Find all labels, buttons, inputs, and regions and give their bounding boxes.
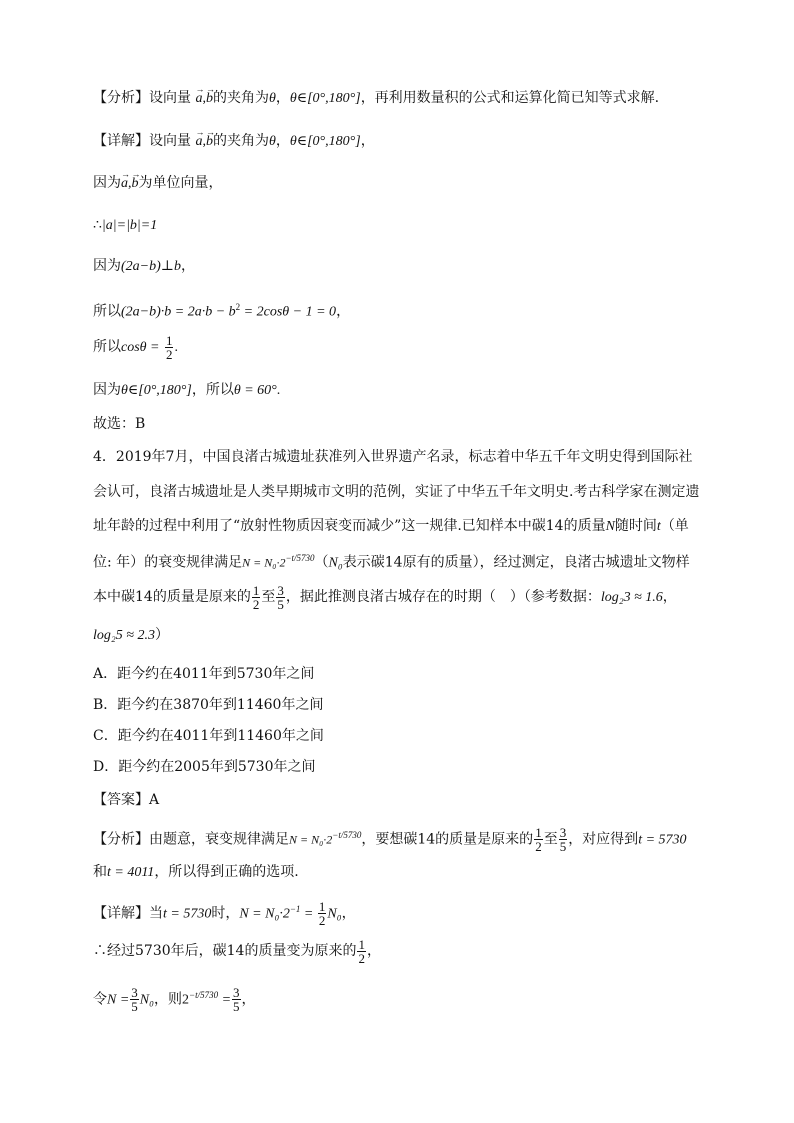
analysis-text: ，对应得到 bbox=[568, 831, 639, 848]
option-label: A．距今约在4011年到5730年之间 bbox=[93, 666, 315, 682]
comma: ， bbox=[366, 943, 381, 959]
theta-range: θ∈[0°,180°] bbox=[121, 383, 192, 398]
question-text: 至 bbox=[261, 589, 276, 605]
theta-range: θ∈[0°,180°] bbox=[289, 91, 361, 106]
decay-exponent: −t/5730 bbox=[285, 553, 315, 563]
fraction-one-half: $\frac{1}{2}$ bbox=[165, 332, 173, 362]
dot-tail: = 2cosθ − 1 = 0 bbox=[240, 304, 337, 320]
detail-text: 时， bbox=[211, 905, 240, 922]
answer-value: A bbox=[149, 792, 160, 808]
analysis-1-line: 【分析】设向量 → a,→ b的夹角为θ，θ∈[0°,180°]，再利用数量积的公式和运算化简已知等式求解. bbox=[93, 88, 659, 109]
because-text: 因为 bbox=[93, 175, 121, 191]
so-text: 所以 bbox=[93, 339, 121, 355]
analysis-text-b: 的夹角为 bbox=[212, 90, 269, 106]
question-text: ， bbox=[662, 589, 677, 605]
choice-line bbox=[93, 414, 145, 434]
detail-2-line-3 bbox=[93, 978, 256, 1018]
detail-2-line-2 bbox=[93, 934, 381, 968]
question-text: 本中碳14的质量是原来的 bbox=[93, 589, 251, 605]
abs-equation: |a|=|b|=1 bbox=[101, 218, 158, 233]
question-text: （ bbox=[314, 554, 329, 571]
decay-equation: N = N₀·2 bbox=[239, 906, 290, 922]
therefore-symbol: ∴ bbox=[93, 217, 102, 233]
dot-expression: (2a−b)·b = 2a·b − b bbox=[121, 304, 236, 320]
analysis-text: 由题意，衰变规律满足 bbox=[149, 831, 289, 848]
vector-b: → b bbox=[206, 132, 213, 152]
unit-vector-line: 因为→ a,→ b为单位向量， bbox=[93, 173, 223, 194]
option-a bbox=[93, 664, 314, 684]
var-N0: N₀ bbox=[327, 906, 342, 922]
theta-symbol: θ bbox=[268, 134, 276, 149]
option-label: D．距今约在2005年到5730年之间 bbox=[93, 759, 316, 775]
fraction-three-fifths: $\frac{3}{5}$ bbox=[277, 582, 284, 612]
equals: = bbox=[218, 992, 232, 1008]
answer-line bbox=[93, 790, 159, 810]
question-4-line-4 bbox=[93, 548, 690, 574]
dot-line: 所以$(2a-b)\cdot b = 2a\cdot b - b^2 = 2\cos\theta - 1 = 0$， bbox=[93, 302, 351, 320]
vector-a: → a bbox=[195, 89, 202, 109]
theta-60: θ = 60° bbox=[233, 383, 277, 398]
decay-exponent: −t/5730 bbox=[332, 830, 362, 840]
detail-text: 令 bbox=[93, 991, 107, 1008]
analysis-tag: 【分析】 bbox=[93, 90, 149, 106]
unit-vector-text: 为单位向量， bbox=[138, 175, 223, 191]
question-4-line-3 bbox=[93, 516, 689, 537]
detail-text-b: 的夹角为 bbox=[212, 133, 269, 149]
decay-exponent: −1 bbox=[289, 904, 301, 914]
log-3: log₂3 ≈ 1.6 bbox=[600, 590, 663, 605]
because-text: 因为 bbox=[93, 382, 121, 398]
question-4-line-5 bbox=[93, 580, 677, 615]
power-base: 2 bbox=[182, 992, 190, 1008]
theta-60-line: 因为θ∈[0°,180°]，所以θ = 60°. bbox=[93, 382, 281, 398]
detail-tag: 【详解】 bbox=[93, 905, 149, 922]
option-label: B．距今约在3870年到11460年之间 bbox=[93, 697, 324, 713]
answer-choice: 故选：B bbox=[93, 416, 146, 432]
comma: ， bbox=[241, 991, 256, 1008]
fraction-one-half: $\frac{1}{2}$ bbox=[535, 825, 542, 855]
perp-line: 因为(2a−b)⊥b， bbox=[93, 258, 195, 274]
question-text: ） bbox=[154, 627, 169, 643]
fraction-one-half: $\frac{1}{2}$ bbox=[358, 936, 365, 966]
decay-formula: N = N₀·2 bbox=[289, 832, 333, 847]
abs-line bbox=[93, 215, 157, 236]
detail-text: ∴经过5730年后，碳14的质量变为原来的 bbox=[93, 943, 357, 959]
comma: ， bbox=[341, 905, 356, 922]
option-b bbox=[93, 695, 323, 715]
var-t: t bbox=[656, 519, 661, 534]
theta-range: θ∈[0°,180°] bbox=[289, 134, 361, 149]
fraction-one-half: $\frac{1}{2}$ bbox=[318, 899, 326, 929]
analysis-text-a: 设向量 bbox=[149, 90, 191, 106]
question-text: 址年龄的过程中利用了“放射性物质因衰变而减少”这一规律.已知样本中碳14的质量 bbox=[93, 518, 606, 534]
cos-line: 所以cosθ = $\frac{1}{2}$ . bbox=[93, 332, 178, 362]
analysis-text-c: ，再利用数量积的公式和运算化简已知等式求解. bbox=[360, 90, 660, 106]
detail-text-c: ， bbox=[360, 133, 375, 149]
question-text: 表示碳14原有的质量），经过测定，良渚古城遗址文物样 bbox=[342, 554, 690, 571]
theta-symbol: θ bbox=[268, 91, 276, 106]
detail-text: ，则 bbox=[154, 991, 183, 1008]
var-N0: N₀ bbox=[139, 992, 155, 1008]
analysis-2-line-2 bbox=[93, 862, 299, 883]
var-N0: N₀ bbox=[328, 555, 343, 571]
option-c bbox=[93, 726, 324, 746]
question-text: 位: 年）的衰变规律满足 bbox=[93, 554, 243, 571]
question-text: 随时间 bbox=[614, 518, 657, 534]
question-text: 4．2019年7月，中国良渚古城遗址获准列入世界遗产名录，标志着中华五千年文明史得到国际社 bbox=[93, 449, 693, 465]
var-N: N bbox=[605, 519, 615, 534]
question-4-line-6 bbox=[93, 625, 169, 646]
because-text: 因为 bbox=[93, 258, 121, 274]
vector-a: → a bbox=[195, 132, 202, 152]
vector-b: → b bbox=[206, 89, 213, 109]
analysis-text: ，要想碳14的质量是原来的 bbox=[361, 831, 534, 848]
question-text: （单 bbox=[660, 518, 689, 534]
detail-tag: 【详解】 bbox=[93, 133, 149, 149]
analysis-tag: 【分析】 bbox=[93, 831, 149, 848]
fraction-three-fifths: $\frac{3}{5}$ bbox=[131, 985, 138, 1015]
log-5: log₂5 ≈ 2.3 bbox=[93, 628, 155, 643]
answer-tag: 【答案】 bbox=[93, 792, 149, 808]
fraction-three-fifths: $\frac{3}{5}$ bbox=[233, 985, 240, 1015]
fraction-one-half: $\frac{1}{2}$ bbox=[252, 582, 260, 612]
t-5730: t = 5730 bbox=[638, 832, 687, 848]
t-4011: t = 4011 bbox=[107, 865, 155, 880]
cos-lhs: cosθ = bbox=[121, 340, 160, 355]
perp-expression: (2a−b)⊥b bbox=[121, 259, 181, 274]
detail-text: 当 bbox=[149, 905, 163, 922]
detail-text-a: 设向量 bbox=[149, 133, 191, 149]
fraction-three-fifths: $\frac{3}{5}$ bbox=[559, 825, 567, 855]
option-d bbox=[93, 757, 315, 777]
decay-formula: N = N₀·2 bbox=[242, 555, 286, 570]
option-label: C．距今约在4011年到11460年之间 bbox=[93, 728, 324, 744]
so-text: ，所以 bbox=[191, 382, 234, 398]
analysis-2-line-1 bbox=[93, 818, 687, 858]
analysis-text: 至 bbox=[543, 831, 558, 848]
analysis-text: 和 bbox=[93, 864, 107, 880]
question-4-line-1 bbox=[93, 447, 692, 467]
detail-1-line: 【详解】设向量 → a,→ b的夹角为θ，θ∈[0°,180°]， bbox=[93, 131, 375, 152]
question-text: ，据此推测良渚古城存在的时期（ ）（参考数据： bbox=[285, 589, 601, 605]
equals: = bbox=[300, 906, 317, 922]
detail-2-line-1 bbox=[93, 892, 356, 932]
question-4-line-2 bbox=[93, 482, 699, 502]
so-text: 所以 bbox=[93, 303, 121, 320]
analysis-text: ，所以得到正确的选项. bbox=[154, 864, 299, 880]
question-text: 会认可，良渚古城遗址是人类早期城市文明的范例，实证了中华五千年文明史.考古科学家在测定遗 bbox=[93, 484, 700, 500]
t-5730: t = 5730 bbox=[163, 906, 212, 922]
let-equation: N = bbox=[107, 992, 130, 1008]
power-exponent: −t/5730 bbox=[189, 990, 219, 1000]
